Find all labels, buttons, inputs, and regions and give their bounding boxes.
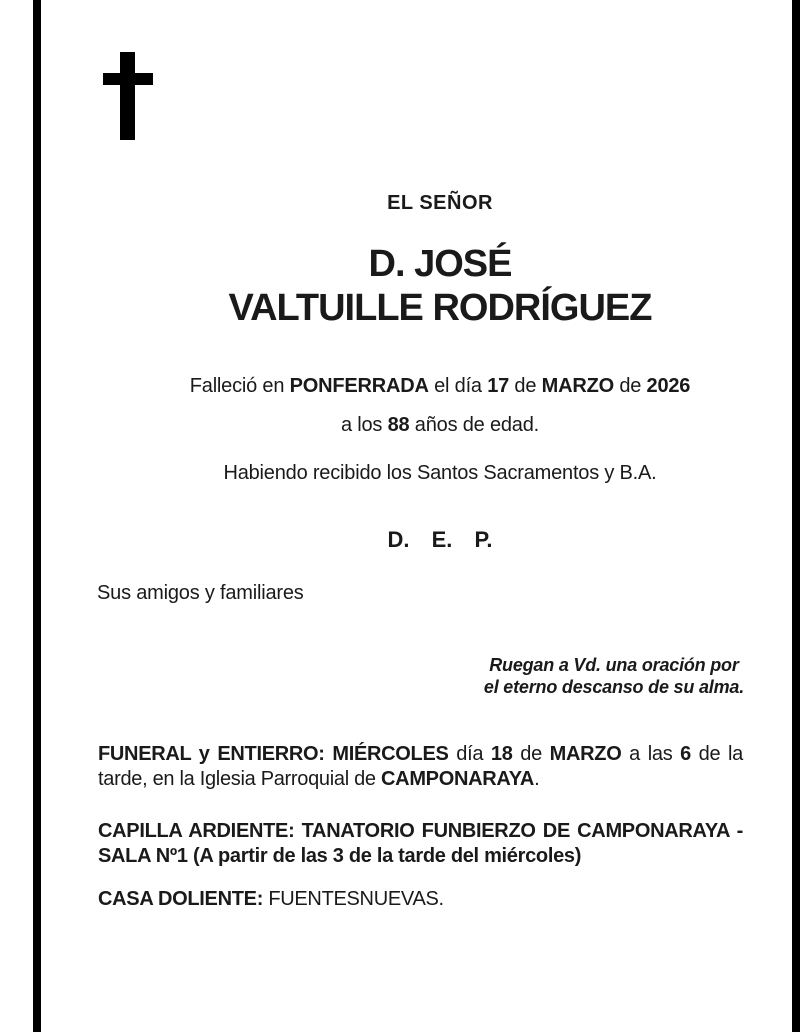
dep-line: D. E. P. [387,527,493,552]
deceased-name [80,242,800,330]
mourning-house-paragraph: CASA DOLIENTE: FUENTESNUEVAS. [98,888,444,910]
left-border-rule [33,0,41,1032]
prayer-line-2: el eterno descanso de su alma. [483,677,744,697]
right-scan-edge [792,0,800,1032]
funeral-paragraph: FUNERAL y ENTIERRO: MIÉRCOLES día 18 de MARZO a las 6 de la tarde, en la Iglesia Parroquial de CAMPONARAYA. [98,743,743,790]
deceased-name-line-2: VALTUILLE RODRÍGUEZ [228,287,652,329]
deceased-name-line-1: D. JOSÉ [368,243,512,285]
age-line: a los 88 años de edad. [340,414,539,436]
mourners-line: Sus amigos y familiares [97,582,304,604]
cross-vertical-bar [120,52,135,140]
prayer-text [484,654,744,698]
honorific-line: EL SEÑOR [387,192,493,214]
sacraments-line: Habiendo recibido los Santos Sacramentos y B.A. [223,462,657,484]
death-place-date-line: Falleció en PONFERRADA el día 17 de MARZO de 2026 [189,375,691,397]
cross-icon [103,52,153,140]
prayer-line-1: Ruegan a Vd. una oración por [489,655,739,675]
cross-horizontal-bar [103,73,153,85]
wake-paragraph: CAPILLA ARDIENTE: TANATORIO FUNBIERZO DE CAMPONARAYA - SALA Nº1 (A partir de las 3 de la tarde del miércoles) [98,820,743,867]
